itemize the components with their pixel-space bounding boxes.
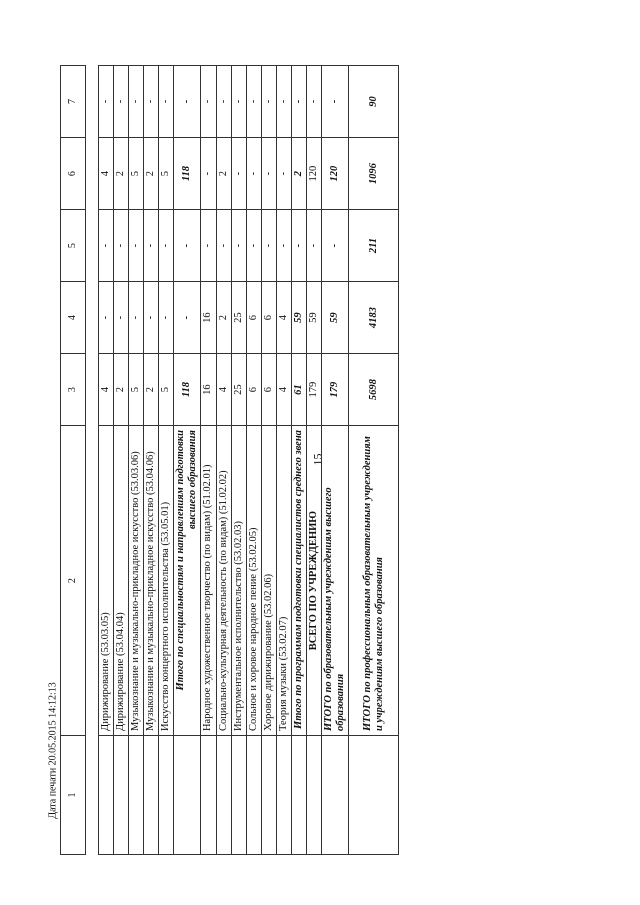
value-cell: 2 xyxy=(216,138,231,210)
row-code-cell xyxy=(231,736,246,855)
table-row xyxy=(321,66,348,855)
value-cell: - xyxy=(144,66,159,138)
value-cell: - xyxy=(291,66,306,138)
row-code-cell xyxy=(144,736,159,855)
value-cell: 4 xyxy=(99,138,114,210)
row-name: Дирижирование (53.04.04) xyxy=(114,426,129,736)
value-cell: 2 xyxy=(114,138,129,210)
value-cell: - xyxy=(276,138,291,210)
value-cell: 179 xyxy=(306,354,321,426)
page-number: 15 xyxy=(310,453,325,466)
table-row xyxy=(144,66,159,855)
value-cell: 2 xyxy=(144,354,159,426)
table-body xyxy=(61,66,399,855)
table-row xyxy=(201,66,216,855)
row-code-cell xyxy=(99,736,114,855)
table-row xyxy=(291,66,306,855)
table-row xyxy=(261,66,276,855)
table-row xyxy=(306,66,321,855)
value-cell: - xyxy=(114,282,129,354)
value-cell: - xyxy=(201,210,216,282)
value-cell: - xyxy=(216,66,231,138)
row-code-cell xyxy=(201,736,216,855)
value-cell: - xyxy=(246,210,261,282)
row-code-cell xyxy=(321,736,348,855)
value-cell: - xyxy=(321,66,348,138)
table-row xyxy=(216,66,231,855)
value-cell: - xyxy=(306,66,321,138)
rotated-table-wrapper xyxy=(60,65,620,855)
column-number: 4 xyxy=(61,282,86,354)
value-cell: 5698 xyxy=(349,354,399,426)
row-name: Итого по программам подготовки специалистов среднего звена xyxy=(291,426,306,736)
value-cell: - xyxy=(231,138,246,210)
value-cell: - xyxy=(231,66,246,138)
value-cell: 61 xyxy=(291,354,306,426)
value-cell: 6 xyxy=(246,354,261,426)
table-row xyxy=(159,66,174,855)
value-cell: - xyxy=(246,138,261,210)
value-cell: 4 xyxy=(276,282,291,354)
row-name: Народное художественное творчество (по видам) (51.02.01) xyxy=(201,426,216,736)
print-date: Дата печати 20.05.2015 14:12:13 xyxy=(47,682,59,819)
value-cell: - xyxy=(261,138,276,210)
row-code-cell xyxy=(276,736,291,855)
value-cell: - xyxy=(174,282,201,354)
row-name: ВСЕГО ПО УЧРЕЖДЕНИЮ xyxy=(306,426,321,736)
table-row xyxy=(129,66,144,855)
value-cell: - xyxy=(201,66,216,138)
value-cell: 25 xyxy=(231,282,246,354)
row-name: Хоровое дирижирование (53.02.06) xyxy=(261,426,276,736)
column-number: 3 xyxy=(61,354,86,426)
row-name: ИТОГО по образовательным учреждениям высшего образования xyxy=(321,426,348,736)
value-cell: 2 xyxy=(291,138,306,210)
value-cell: - xyxy=(159,210,174,282)
row-name: Теория музыки (53.02.07) xyxy=(276,426,291,736)
value-cell: 2 xyxy=(216,282,231,354)
value-cell: - xyxy=(306,210,321,282)
statistics-table xyxy=(60,65,399,855)
value-cell: 59 xyxy=(306,282,321,354)
value-cell: 118 xyxy=(174,354,201,426)
column-number: 6 xyxy=(61,138,86,210)
value-cell: 6 xyxy=(261,354,276,426)
value-cell: - xyxy=(174,66,201,138)
value-cell: 4 xyxy=(216,354,231,426)
value-cell: - xyxy=(201,138,216,210)
table-row xyxy=(231,66,246,855)
value-cell: 5 xyxy=(129,138,144,210)
row-name: Сольное и хоровое народное пение (53.02.05) xyxy=(246,426,261,736)
row-code-cell xyxy=(291,736,306,855)
value-cell: 6 xyxy=(246,282,261,354)
value-cell: 5 xyxy=(159,138,174,210)
row-code-cell xyxy=(246,736,261,855)
row-name: ИТОГО по профессиональным образовательным учреждениям и учреждениям высшего образования xyxy=(349,426,399,736)
value-cell: - xyxy=(114,210,129,282)
column-number: 7 xyxy=(61,66,86,138)
table-row xyxy=(349,66,399,855)
value-cell: - xyxy=(216,210,231,282)
value-cell: - xyxy=(276,66,291,138)
value-cell: 59 xyxy=(291,282,306,354)
row-name: Музыкознание и музыкально-прикладное искусство (53.03.06) xyxy=(129,426,144,736)
value-cell: - xyxy=(99,210,114,282)
value-cell: 5 xyxy=(159,354,174,426)
row-code-cell xyxy=(159,736,174,855)
value-cell: - xyxy=(129,210,144,282)
row-code-cell xyxy=(306,736,321,855)
value-cell: 1096 xyxy=(349,138,399,210)
value-cell: 2 xyxy=(144,138,159,210)
row-code-cell xyxy=(261,736,276,855)
value-cell: 90 xyxy=(349,66,399,138)
value-cell: 16 xyxy=(201,282,216,354)
value-cell: - xyxy=(159,282,174,354)
value-cell: 59 xyxy=(321,282,348,354)
value-cell: - xyxy=(231,210,246,282)
value-cell: - xyxy=(246,66,261,138)
table-row xyxy=(99,66,114,855)
value-cell: 4 xyxy=(276,354,291,426)
value-cell: - xyxy=(261,66,276,138)
column-number-row xyxy=(61,66,86,855)
row-name: Искусство концертного исполнительства (53.05.01) xyxy=(159,426,174,736)
table-row xyxy=(174,66,201,855)
spacer-row xyxy=(86,66,99,855)
row-name: Итого по специальностям и направлениям подготовки высшего образования xyxy=(174,426,201,736)
row-code-cell xyxy=(129,736,144,855)
column-number: 2 xyxy=(61,426,86,736)
value-cell: - xyxy=(276,210,291,282)
value-cell: 179 xyxy=(321,354,348,426)
value-cell: 118 xyxy=(174,138,201,210)
value-cell: - xyxy=(144,210,159,282)
row-name: Социально-культурная деятельность (по видам) (51.02.02) xyxy=(216,426,231,736)
row-code-cell xyxy=(349,736,399,855)
table-row xyxy=(246,66,261,855)
value-cell: 120 xyxy=(306,138,321,210)
table-row xyxy=(276,66,291,855)
value-cell: - xyxy=(129,66,144,138)
row-name: Инструментальное исполнительство (53.02.03) xyxy=(231,426,246,736)
value-cell: - xyxy=(174,210,201,282)
value-cell: - xyxy=(261,210,276,282)
row-code-cell xyxy=(216,736,231,855)
value-cell: 4 xyxy=(99,354,114,426)
table-row xyxy=(114,66,129,855)
value-cell: - xyxy=(291,210,306,282)
column-number: 1 xyxy=(61,736,86,855)
row-name: Дирижирование (53.03.05) xyxy=(99,426,114,736)
value-cell: - xyxy=(129,282,144,354)
value-cell: - xyxy=(99,282,114,354)
value-cell: - xyxy=(159,66,174,138)
column-number: 5 xyxy=(61,210,86,282)
value-cell: 4183 xyxy=(349,282,399,354)
row-code-cell xyxy=(114,736,129,855)
value-cell: 25 xyxy=(231,354,246,426)
value-cell: - xyxy=(321,210,348,282)
value-cell: - xyxy=(99,66,114,138)
value-cell: 5 xyxy=(129,354,144,426)
row-name: Музыкознание и музыкально-прикладное искусство (53.04.06) xyxy=(144,426,159,736)
value-cell: - xyxy=(114,66,129,138)
value-cell: 16 xyxy=(201,354,216,426)
value-cell: - xyxy=(144,282,159,354)
value-cell: 2 xyxy=(114,354,129,426)
value-cell: 6 xyxy=(261,282,276,354)
value-cell: 211 xyxy=(349,210,399,282)
row-code-cell xyxy=(174,736,201,855)
value-cell: 120 xyxy=(321,138,348,210)
